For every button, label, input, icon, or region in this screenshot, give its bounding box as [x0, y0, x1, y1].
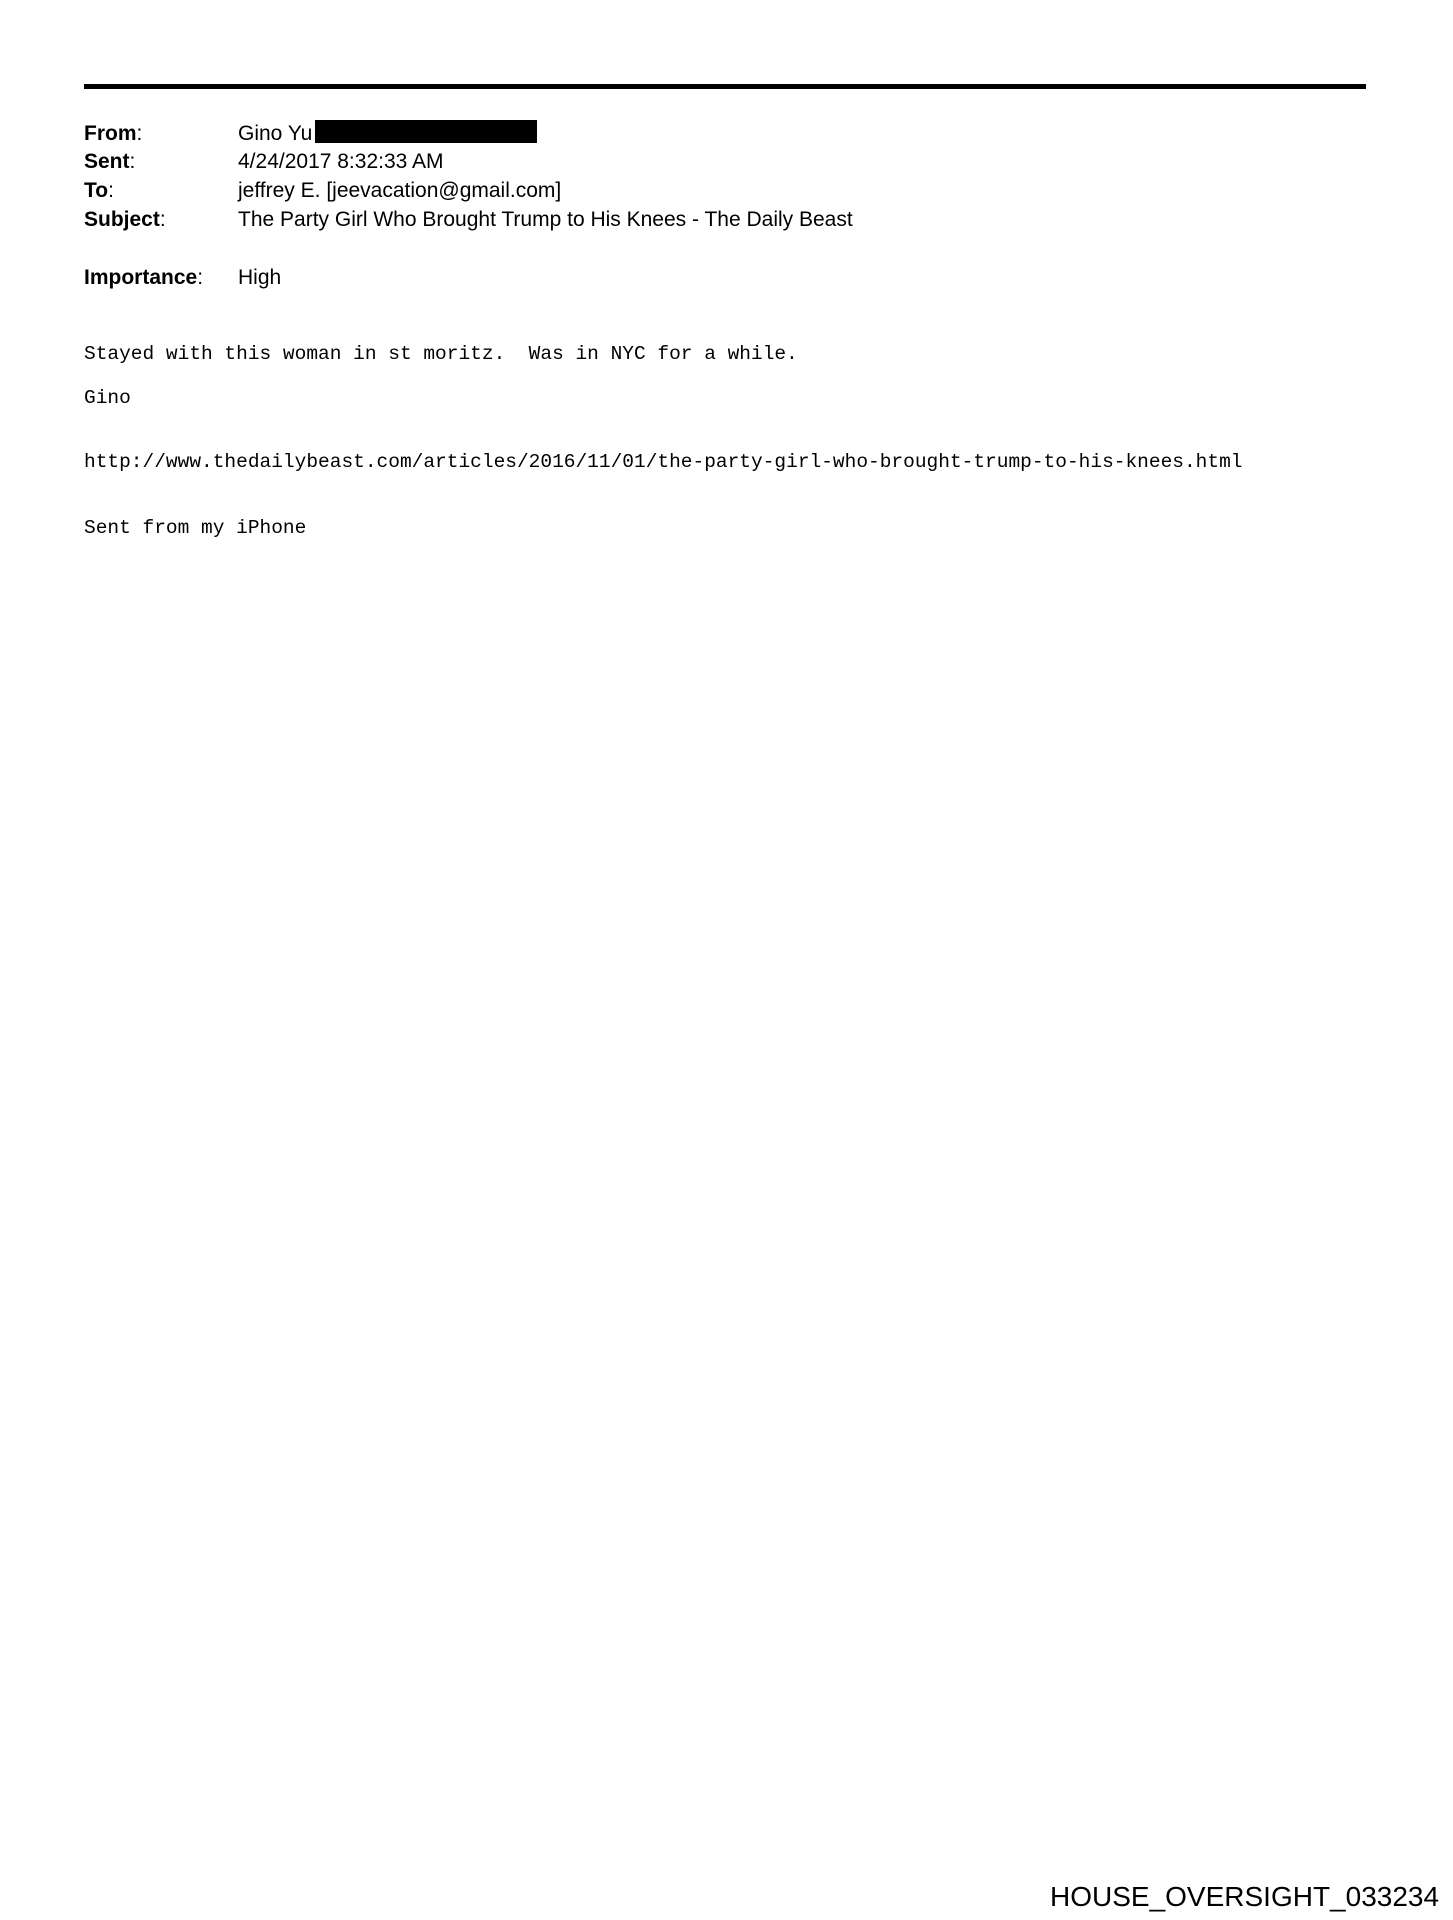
sent-value: 4/24/2017 8:32:33 AM	[238, 150, 444, 173]
redaction-box	[315, 120, 537, 143]
message-footer: Sent from my iPhone	[84, 517, 307, 539]
from-label: From	[84, 122, 137, 145]
importance-value: High	[238, 266, 282, 289]
subject-value: The Party Girl Who Brought Trump to His Knees - The Daily Beast	[238, 208, 853, 231]
sent-row: Sent: 4/24/2017 8:32:33 AM	[84, 148, 1334, 176]
importance-row: Importance: High	[84, 264, 1334, 292]
message-signature: Gino	[84, 387, 131, 409]
subject-row: Subject: The Party Girl Who Brought Trump to His Knees - The Daily Beast	[84, 206, 1334, 234]
to-label: To	[84, 179, 109, 202]
subject-label: Subject	[84, 208, 160, 231]
from-value: Gino Yu	[238, 122, 313, 145]
article-link[interactable]: http://www.thedailybeast.com/articles/2016/11/01/the-party-girl-who-brought-trump-to-his-knees.html	[84, 451, 1243, 473]
message-body-line: Stayed with this woman in st moritz. Was in NYC for a while.	[84, 343, 798, 365]
importance-label: Importance	[84, 266, 198, 289]
from-row: From: Gino Yu	[84, 120, 1334, 148]
to-value: jeffrey E. [jeevacation@gmail.com]	[238, 179, 562, 202]
bates-number: HOUSE_OVERSIGHT_033234	[1050, 1881, 1440, 1912]
to-row: To: jeffrey E. [jeevacation@gmail.com]	[84, 177, 1334, 205]
sent-label: Sent	[84, 150, 130, 173]
header-divider	[84, 84, 1366, 89]
